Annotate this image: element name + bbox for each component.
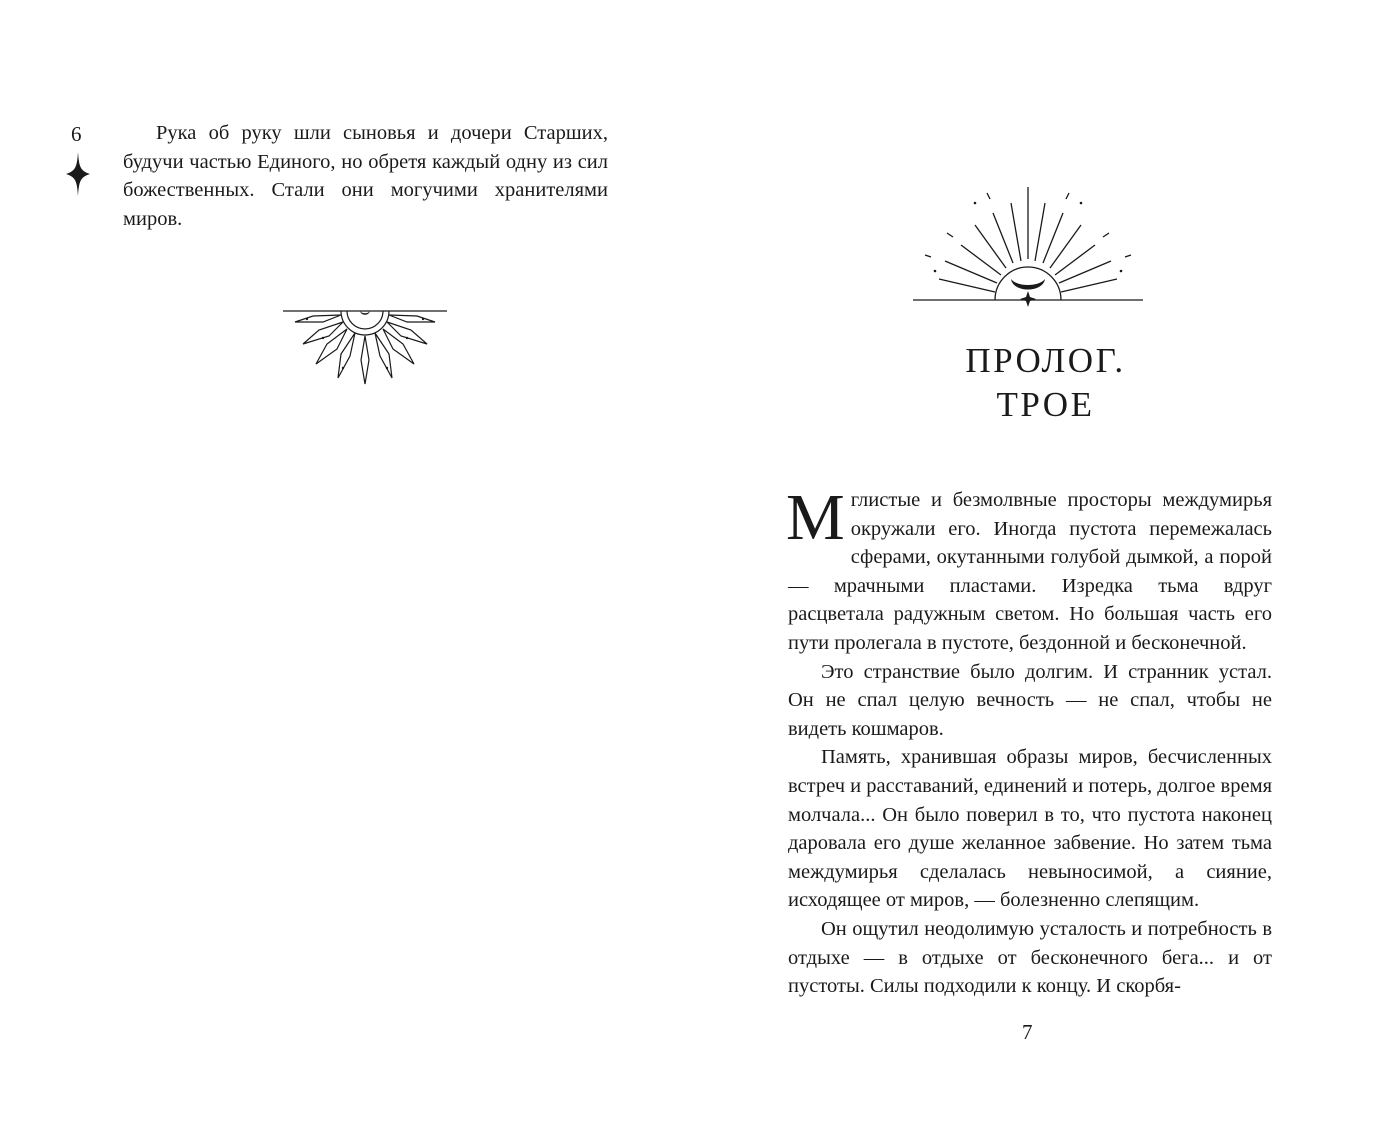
body-paragraph-4: Он ощутил неодолимую усталость и потребность в отдыхе — в отдыхе от бесконечного бега... и от пустоты. Силы подходили к концу. И скорбя- — [788, 917, 1272, 998]
chapter-title-line1: ПРОЛОГ. — [965, 341, 1126, 380]
chapter-title-line2: ТРОЕ — [996, 385, 1095, 424]
body-paragraph-3: Память, хранившая образы миров, бесчисленных встреч и расставаний, единений и потерь, долгое время молчала... Он было поверил в то, что пустота наконец даровала его душе желанное забвение. Но затем тьма междумирья сделалась невыносимой, а сияние, исходящее от миров, — болезненно слепящим. — [788, 746, 1272, 912]
page-number-left: 6 — [71, 122, 82, 146]
left-paragraph: Рука об руку шли сыновья и дочери Старших, будучи частью Единого, но обретя каждый одну из сил божественных. Стали они могучими хранителями миров. — [123, 122, 608, 230]
sun-rays-ornament — [283, 302, 447, 386]
left-body-text — [123, 119, 608, 233]
right-body-text — [786, 481, 1272, 1001]
page-number-right: 7 — [1022, 1020, 1033, 1044]
body-paragraph-1 — [786, 481, 1272, 658]
four-point-star-icon — [66, 152, 90, 196]
right-page — [697, 0, 1394, 1125]
body-paragraph-1-text: глистые и безмолвные просторы междумирья окружали его. Иногда пустота перемежалась сферами, окутанными голубой дымкой, а порой — мрачными пластами. Изредка тьма вдруг расцветала радужным светом. Но большая часть его пути пролегала в пустоте, бездонной и бесконечной. — [788, 489, 1272, 654]
chapter-title — [697, 339, 1394, 427]
body-paragraph-2: Это странствие было долгим. И странник устал. Он не спал целую вечность — не спал, чтобы не видеть кошмаров. — [788, 660, 1272, 740]
rising-sun-crescent-ornament — [913, 183, 1143, 307]
drop-cap: М — [786, 481, 845, 554]
